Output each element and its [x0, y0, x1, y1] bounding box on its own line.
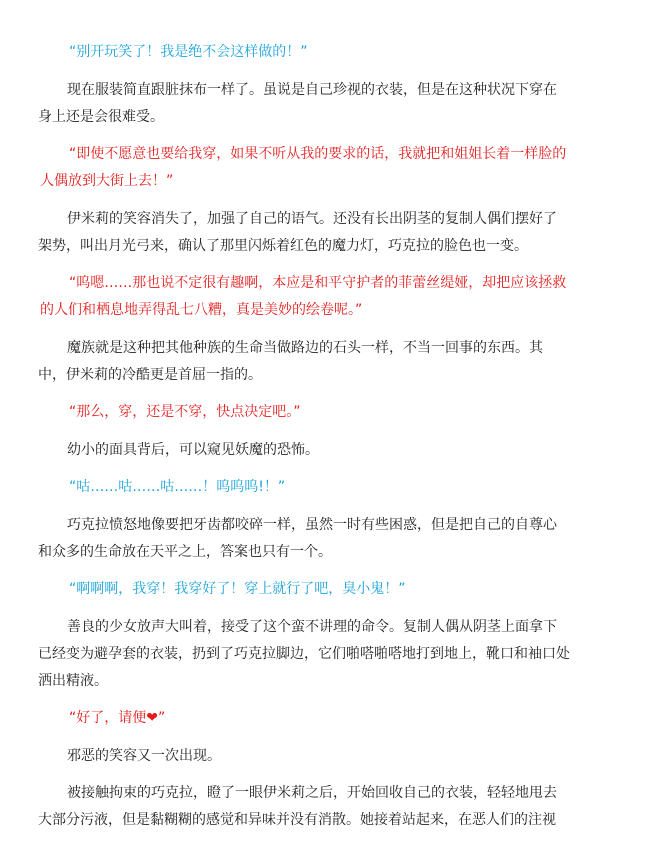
- text-line: “好了，请便❤”: [69, 710, 166, 726]
- dialogue-line: [40, 141, 610, 195]
- text-line: “咕……咕……咕……！呜呜呜!！”: [69, 479, 286, 495]
- text-line: 洒出精液。: [38, 672, 108, 689]
- narration-paragraph: [38, 206, 610, 260]
- text-line: 被接触拘束的巧克拉，瞪了一眼伊米莉之后，开始回收自己的衣装，轻轻地甩去: [67, 785, 557, 801]
- dialogue-line: [69, 705, 610, 732]
- text-line: 已经变为避孕套的衣装，扔到了巧克拉脚边，它们啪嗒啪嗒地打到地上，靴口和袖口处: [38, 645, 570, 662]
- text-line: 伊米莉的笑容消失了，加强了自己的语气。还没有长出阴茎的复制人偶们摆好了: [67, 210, 557, 227]
- text-line: “呜嗯……那也说不定很有趣啊，本应是和平守护者的菲蕾丝缇娅，却把应该拯救: [69, 275, 567, 291]
- dialogue-line: [69, 576, 610, 603]
- text-line: “即使不愿意也要给我穿，如果不听从我的要求的话，我就把和姐姐长着一样脸的: [69, 146, 567, 162]
- narration-paragraph: [38, 512, 610, 566]
- text-line: 大部分污液，但是黏糊糊的感觉和异味并没有消散。她接着站起来，在恶人们的注视: [38, 812, 556, 828]
- text-line: “别开玩笑了！我是绝不会这样做的！”: [69, 44, 308, 60]
- text-line: 巧克拉愤怒地像要把牙齿都咬碎一样，虽然一时有些困惑，但是把自己的自尊心: [67, 516, 557, 533]
- narration-paragraph: [38, 77, 610, 131]
- dialogue-line: [69, 474, 610, 501]
- text-line: 架势，叫出月光弓来，确认了那里闪烁着红色的魔力灯，巧克拉的脸色也一变。: [38, 237, 528, 254]
- narration-paragraph: [38, 335, 610, 389]
- text-line: 善良的少女放声大叫着，接受了这个蛮不讲理的命令。复制人偶从阴茎上面拿下: [67, 618, 557, 635]
- narration-paragraph: [38, 614, 610, 695]
- narration-paragraph: [67, 437, 610, 464]
- text-line: 幼小的面具背后，可以窥见妖魔的恐怖。: [67, 441, 319, 458]
- dialogue-line: [40, 270, 610, 324]
- text-line: 魔族就是这种把其他种族的生命当做路边的石头一样，不当一回事的东西。其: [67, 339, 543, 356]
- text-line: “啊啊啊，我穿！我穿好了！穿上就行了吧，臭小鬼！”: [69, 581, 406, 597]
- text-line: 现在服装简直跟脏抹布一样了。虽说是自己珍视的衣装，但是在这种状况下穿在: [67, 81, 557, 98]
- narration-paragraph: [38, 780, 610, 834]
- text-line: 身上还是会很难受。: [38, 108, 164, 125]
- narration-paragraph: [67, 743, 610, 770]
- text-line: 中，伊米莉的冷酷更是首屈一指的。: [38, 366, 262, 383]
- dialogue-line: [69, 399, 610, 426]
- text-line: 和众多的生命放在天平之上，答案也只有一个。: [38, 543, 332, 560]
- text-line: 人偶放到大街上去！”: [40, 173, 174, 189]
- text-line: 的人们和栖息地弄得乱七八糟，真是美妙的绘卷呢。”: [40, 302, 363, 318]
- dialogue-line: [69, 39, 610, 66]
- text-line: 邪恶的笑容又一次出现。: [67, 747, 221, 764]
- text-line: “那么，穿，还是不穿，快点决定吧。”: [69, 404, 301, 420]
